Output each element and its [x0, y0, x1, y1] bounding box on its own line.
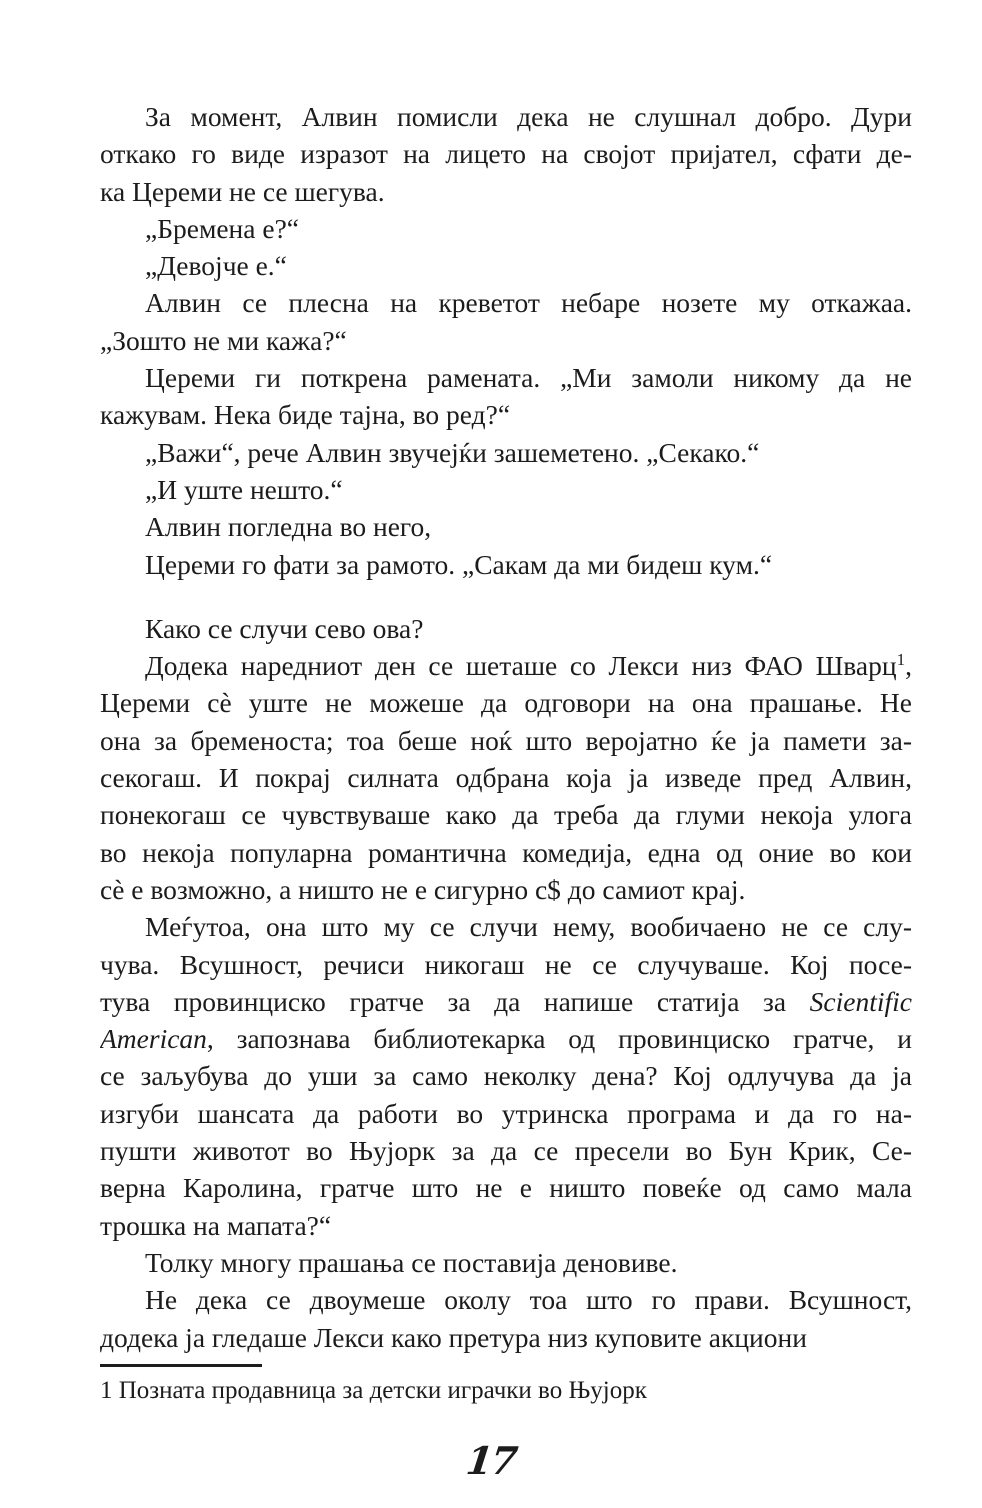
- text-line: [100, 1020, 912, 1057]
- paragraph: [100, 508, 912, 545]
- text-line: [100, 722, 912, 759]
- text-line: [100, 946, 912, 983]
- text-run: откако го виде изразот на лицето на својот пријател, сфати де-: [100, 138, 912, 170]
- paragraph: [100, 610, 912, 647]
- footnote-text: [100, 1375, 912, 1406]
- paragraph: [100, 546, 912, 583]
- text-line: [100, 1169, 912, 1206]
- text-line: [100, 610, 912, 647]
- paragraph: [100, 434, 912, 471]
- text-run: , запознава библиотекарка од провинциско гратче, и: [206, 1023, 912, 1055]
- text-line: [100, 796, 912, 833]
- paragraph: [100, 471, 912, 508]
- page-number: 17: [463, 1438, 519, 1483]
- text-line: [100, 759, 912, 796]
- footnote: [100, 1364, 912, 1406]
- text-line: [100, 647, 912, 684]
- text-run: сѐ е возможно, а ништо не е сигурно с$ до самиот крај.: [100, 873, 746, 905]
- text-line: [100, 471, 912, 508]
- text-run: верна Каролина, гратче што не е ништо повеќе од само мала: [100, 1172, 912, 1204]
- footnote-body: Позната продавница за детски играчки во Њујорк: [118, 1377, 647, 1404]
- text-run: За момент, Алвин помисли дека не слушнал добро. Дури: [145, 101, 912, 132]
- text-run: Алвин се плесна на креветот небаре нозете му откажаа.: [145, 287, 912, 319]
- footnote-reference: 1: [896, 650, 906, 669]
- text-run: „Важи“, рече Алвин звучејќи зашеметено. „Секако.“: [145, 436, 760, 468]
- paragraph: [100, 284, 912, 359]
- text-line: [100, 684, 912, 721]
- text-run: она за бременоста; тоа беше ноќ што веројатно ќе ја памети за-: [100, 724, 912, 756]
- text-run: кажувам. Нека биде тајна, во ред?“: [100, 399, 511, 431]
- text-run: ка Цереми не се шегува.: [100, 175, 385, 207]
- text-run: Цереми сѐ уште не можеше да одговори на она прашање. Не: [100, 687, 912, 719]
- text-line: [100, 1244, 912, 1281]
- text-line: [100, 247, 912, 284]
- text-run: Меѓутоа, она што му се случи нему, вообичаено не се слу-: [145, 911, 912, 943]
- paragraph: [100, 908, 912, 1244]
- paragraph: [100, 1281, 912, 1356]
- text-run: Алвин погледна во него,: [145, 511, 432, 543]
- text-line: [100, 508, 912, 545]
- text-run: чува. Всушност, речиси никогаш не се случуваше. Кој посе-: [100, 948, 912, 980]
- text-line: [100, 1207, 912, 1244]
- text-run: Како се случи сево ова?: [145, 612, 424, 644]
- text-line: [100, 1132, 912, 1169]
- paragraph: [100, 210, 912, 247]
- text-line: [100, 1057, 912, 1094]
- paragraph: [100, 247, 912, 284]
- text-run: изгуби шансата да работи во утринска програма и да го на-: [100, 1097, 912, 1129]
- text-run: Не дека се двоумеше околу тоа што го прави. Всушност,: [145, 1284, 912, 1316]
- text-line: [100, 871, 912, 908]
- text-line: [100, 98, 912, 135]
- text-line: [100, 546, 912, 583]
- text-run: American: [100, 1023, 207, 1055]
- text-run: трошка на мапата?“: [100, 1209, 332, 1241]
- text-run: Толку многу прашања се поставија деновиве.: [145, 1246, 678, 1278]
- text-run: „И уште нешто.“: [145, 473, 343, 505]
- text-line: [100, 173, 912, 210]
- text-line: [100, 834, 912, 871]
- text-run: секогаш. И покрај силната одбрана која ја изведе пред Алвин,: [100, 762, 912, 794]
- footnote-marker: 1: [100, 1377, 113, 1404]
- text-run: „Девојче е.“: [145, 250, 287, 282]
- text-run: ,: [905, 650, 912, 682]
- text-run: Цереми го фати за рамото. „Сакам да ми бидеш кум.“: [145, 548, 773, 580]
- paragraph: [100, 1244, 912, 1281]
- text-run: во некоја популарна романтична комедија, една од оние во кои: [100, 836, 912, 868]
- text-line: [100, 434, 912, 471]
- footnote-separator: [100, 1364, 262, 1367]
- text-line: [100, 396, 912, 433]
- text-line: [100, 322, 912, 359]
- text-line: [100, 908, 912, 945]
- body-text: [100, 98, 912, 1356]
- text-line: [100, 359, 912, 396]
- paragraph: [100, 647, 912, 908]
- text-run: Додека наредниот ден се шеташе со Лекси низ ФАО Шварц: [145, 650, 897, 682]
- text-line: [100, 1281, 912, 1318]
- text-run: „Зошто не ми кажа?“: [100, 324, 347, 356]
- text-line: [100, 284, 912, 321]
- text-run: „Бремена е?“: [145, 212, 299, 244]
- text-line: [100, 983, 912, 1020]
- text-line: [100, 210, 912, 247]
- text-run: тува провинциско гратче за да напише статија за: [100, 985, 810, 1017]
- paragraph: [100, 98, 912, 210]
- text-line: [100, 1319, 912, 1356]
- text-run: пушти животот во Њујорк за да се пресели во Бун Крик, Се-: [100, 1135, 912, 1167]
- text-run: Scientific: [809, 985, 912, 1017]
- text-run: додека ја гледаше Лекси како претура низ куповите акциони: [100, 1321, 807, 1353]
- paragraph: [100, 359, 912, 434]
- text-run: Цереми ги поткрена рамената. „Ми замоли никому да не: [145, 362, 912, 394]
- text-run: понекогаш се чувствуваше како да треба да глуми некоја улога: [100, 799, 912, 831]
- text-line: [100, 1095, 912, 1132]
- text-line: [100, 135, 912, 172]
- text-run: се заљубува до уши за само неколку дена? Кој одлучува да ја: [100, 1060, 912, 1092]
